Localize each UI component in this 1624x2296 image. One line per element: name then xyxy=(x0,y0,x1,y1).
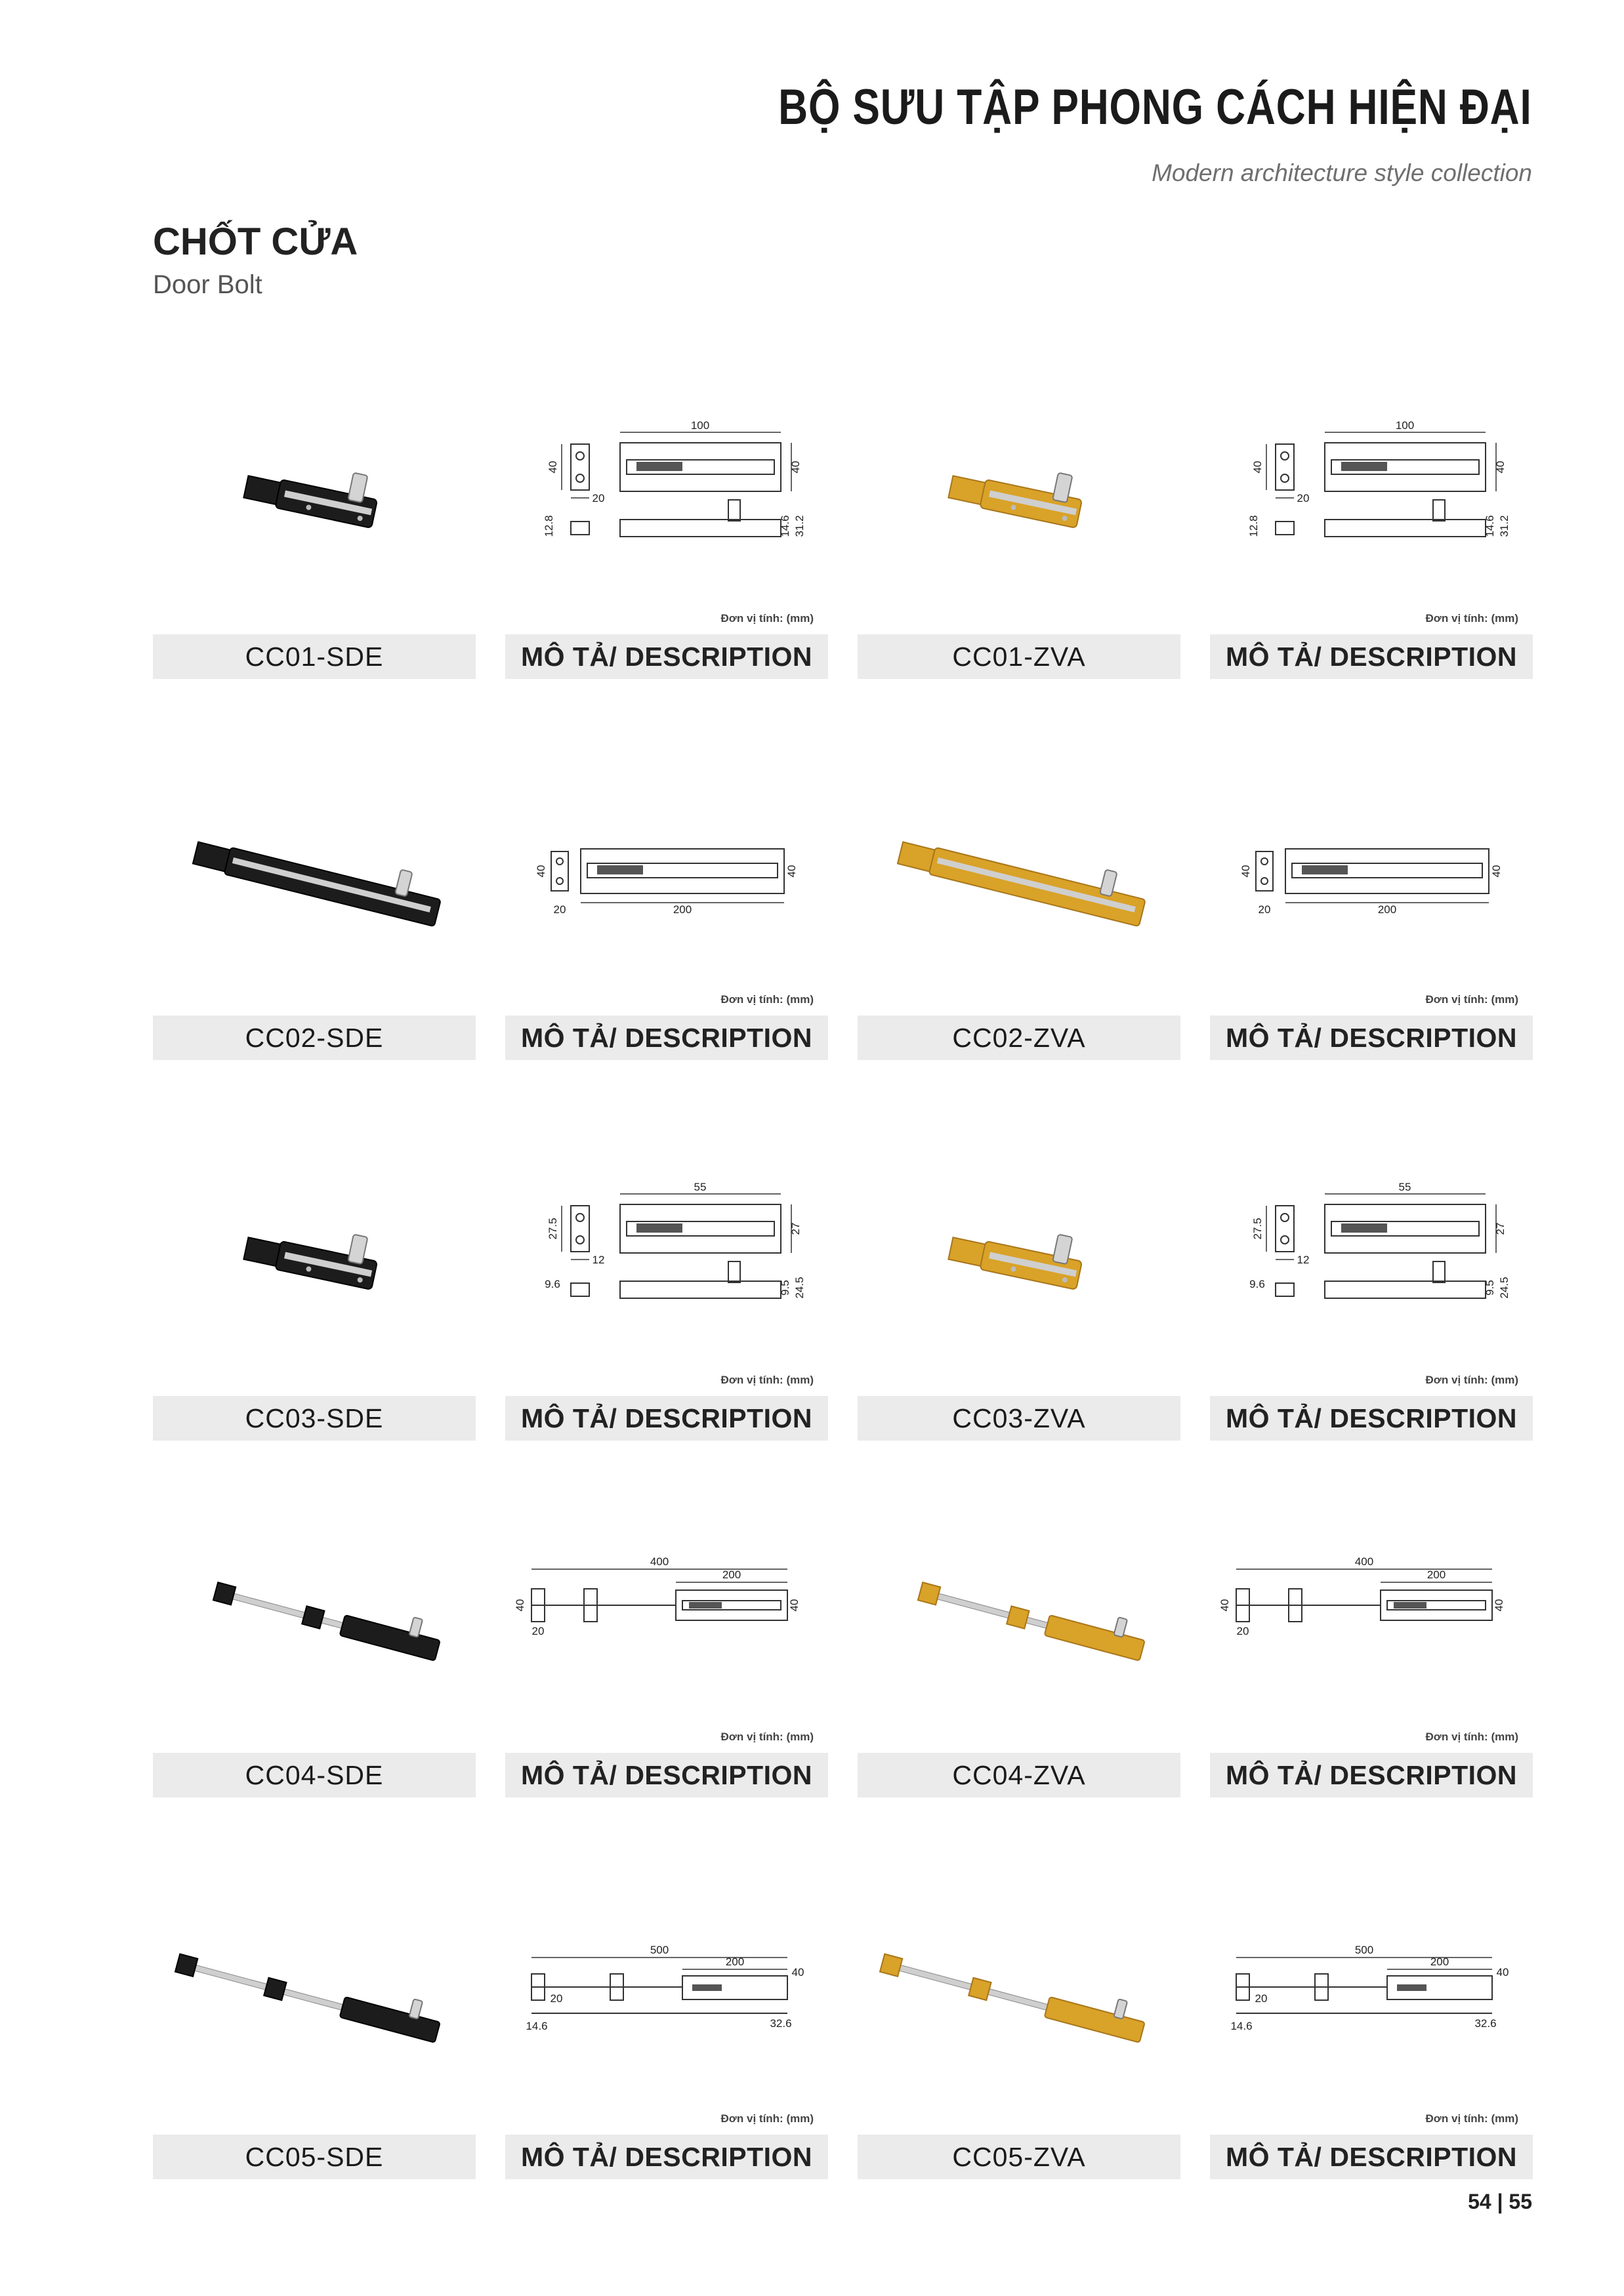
drawing-cell xyxy=(1210,1892,1533,2108)
dimension-label: 40 xyxy=(1251,461,1264,474)
product-photo-gold xyxy=(858,1510,1180,1727)
product-code-sde: CC05-SDE xyxy=(153,2135,476,2179)
unit-note: Đơn vị tính: (mm) xyxy=(1425,2112,1518,2125)
product-code-zva: CC05-ZVA xyxy=(858,2135,1180,2179)
dimension-label: 31.2 xyxy=(1498,515,1510,537)
dimension-label: 14.6 xyxy=(1230,2020,1253,2032)
unit-note: Đơn vị tính: (mm) xyxy=(720,2112,814,2125)
dimension-label: 20 xyxy=(1236,1625,1249,1637)
technical-drawing xyxy=(1210,1510,1533,1727)
product-code-sde: CC04-SDE xyxy=(153,1753,476,1797)
product-photo-gold xyxy=(858,392,1180,608)
product-photo-black xyxy=(153,1510,476,1727)
dimension-label: 32.6 xyxy=(770,2017,792,2030)
technical-drawing xyxy=(505,1892,828,2108)
dimension-label: 200 xyxy=(725,1956,745,1968)
dimension-label: 20 xyxy=(592,492,605,504)
product-code-zva: CC03-ZVA xyxy=(858,1396,1180,1441)
drawing-cell xyxy=(1210,1510,1533,1727)
drawing-cell xyxy=(1210,773,1533,989)
dimension-label: 40 xyxy=(1496,1966,1509,1978)
section-subtitle: Door Bolt xyxy=(153,270,262,299)
dimension-label: 500 xyxy=(650,1944,669,1956)
unit-note: Đơn vị tính: (mm) xyxy=(720,1374,814,1386)
dimension-label: 40 xyxy=(785,865,798,878)
description-label: MÔ TẢ/ DESCRIPTION xyxy=(1210,634,1533,679)
product-image-cell xyxy=(858,392,1180,608)
dimension-label: 400 xyxy=(650,1555,669,1568)
product-code-zva: CC04-ZVA xyxy=(858,1753,1180,1797)
drawing-cell xyxy=(505,1153,828,1370)
dimension-label: 20 xyxy=(1258,903,1271,916)
description-label: MÔ TẢ/ DESCRIPTION xyxy=(505,1753,828,1797)
dimension-label: 9.6 xyxy=(1249,1278,1265,1290)
product-photo-black xyxy=(153,1153,476,1370)
description-label: MÔ TẢ/ DESCRIPTION xyxy=(505,634,828,679)
dimension-label: 40 xyxy=(535,865,547,878)
dimension-label: 40 xyxy=(514,1599,526,1612)
dimension-label: 40 xyxy=(1490,865,1503,878)
description-label: MÔ TẢ/ DESCRIPTION xyxy=(1210,2135,1533,2179)
technical-drawing xyxy=(1210,773,1533,989)
description-label: MÔ TẢ/ DESCRIPTION xyxy=(505,2135,828,2179)
unit-note: Đơn vị tính: (mm) xyxy=(720,1731,814,1743)
dimension-label: 40 xyxy=(1493,1599,1505,1612)
dimension-label: 40 xyxy=(1218,1599,1231,1612)
dimension-label: 20 xyxy=(553,903,566,916)
dimension-label: 20 xyxy=(531,1625,545,1637)
page-header-subtitle: Modern architecture style collection xyxy=(1152,159,1532,186)
product-image-cell xyxy=(858,773,1180,989)
dimension-label: 40 xyxy=(788,1599,801,1612)
product-code-sde: CC01-SDE xyxy=(153,634,476,679)
product-image-cell xyxy=(858,1153,1180,1370)
drawing-cell xyxy=(505,392,828,608)
dimension-label: 12 xyxy=(1297,1254,1310,1266)
product-photo-gold xyxy=(858,1892,1180,2108)
drawing-cell xyxy=(1210,392,1533,608)
technical-drawing xyxy=(505,392,828,608)
dimension-label: 200 xyxy=(673,903,692,916)
product-image-cell xyxy=(858,1510,1180,1727)
product-image-cell xyxy=(153,1153,476,1370)
dimension-label: 12 xyxy=(592,1254,605,1266)
dimension-label: 14.6 xyxy=(526,2020,548,2032)
dimension-label: 200 xyxy=(1426,1568,1446,1581)
product-image-cell xyxy=(858,1892,1180,2108)
technical-drawing xyxy=(505,1153,828,1370)
technical-drawing xyxy=(505,773,828,989)
dimension-label: 40 xyxy=(789,461,802,474)
description-label: MÔ TẢ/ DESCRIPTION xyxy=(1210,1396,1533,1441)
dimension-label: 20 xyxy=(550,1992,563,2005)
dimension-label: 40 xyxy=(791,1966,804,1978)
dimension-label: 27 xyxy=(789,1222,802,1235)
dimension-label: 9.5 xyxy=(779,1280,791,1296)
dimension-label: 24.5 xyxy=(793,1277,806,1299)
dimension-label: 14.6 xyxy=(779,515,791,537)
product-photo-black xyxy=(153,773,476,989)
page-header-title: BỘ SƯU TẬP PHONG CÁCH HIỆN ĐẠI xyxy=(778,79,1532,135)
dimension-label: 9.6 xyxy=(545,1278,560,1290)
description-label: MÔ TẢ/ DESCRIPTION xyxy=(505,1015,828,1060)
dimension-label: 400 xyxy=(1354,1555,1374,1568)
product-code-zva: CC02-ZVA xyxy=(858,1015,1180,1060)
product-image-cell xyxy=(153,392,476,608)
dimension-label: 200 xyxy=(1377,903,1397,916)
dimension-label: 40 xyxy=(1494,461,1507,474)
product-code-sde: CC02-SDE xyxy=(153,1015,476,1060)
description-label: MÔ TẢ/ DESCRIPTION xyxy=(1210,1015,1533,1060)
dimension-label: 12.8 xyxy=(543,515,555,537)
dimension-label: 55 xyxy=(694,1181,707,1193)
drawing-cell xyxy=(1210,1153,1533,1370)
technical-drawing xyxy=(1210,1892,1533,2108)
product-image-cell xyxy=(153,1892,476,2108)
dimension-label: 9.5 xyxy=(1484,1280,1496,1296)
unit-note: Đơn vị tính: (mm) xyxy=(1425,612,1518,625)
drawing-cell xyxy=(505,1510,828,1727)
dimension-label: 24.5 xyxy=(1498,1277,1510,1299)
product-image-cell xyxy=(153,773,476,989)
unit-note: Đơn vị tính: (mm) xyxy=(1425,1374,1518,1386)
dimension-label: 55 xyxy=(1398,1181,1411,1193)
unit-note: Đơn vị tính: (mm) xyxy=(1425,1731,1518,1743)
dimension-label: 200 xyxy=(1430,1956,1449,1968)
technical-drawing xyxy=(1210,392,1533,608)
description-label: MÔ TẢ/ DESCRIPTION xyxy=(1210,1753,1533,1797)
drawing-cell xyxy=(505,1892,828,2108)
dimension-label: 200 xyxy=(722,1568,741,1581)
product-photo-gold xyxy=(858,773,1180,989)
drawing-cell xyxy=(505,773,828,989)
product-image-cell xyxy=(153,1510,476,1727)
dimension-label: 32.6 xyxy=(1474,2017,1497,2030)
dimension-label: 500 xyxy=(1354,1944,1374,1956)
dimension-label: 27.5 xyxy=(1251,1218,1264,1240)
product-photo-black xyxy=(153,1892,476,2108)
dimension-label: 14.6 xyxy=(1484,515,1496,537)
dimension-label: 27.5 xyxy=(547,1218,559,1240)
technical-drawing xyxy=(1210,1153,1533,1370)
product-photo-gold xyxy=(858,1153,1180,1370)
dimension-label: 100 xyxy=(690,419,710,432)
product-code-sde: CC03-SDE xyxy=(153,1396,476,1441)
dimension-label: 40 xyxy=(1239,865,1252,878)
page-number: 54 | 55 xyxy=(1468,2190,1532,2213)
product-photo-black xyxy=(153,392,476,608)
unit-note: Đơn vị tính: (mm) xyxy=(1425,993,1518,1006)
dimension-label: 27 xyxy=(1494,1222,1507,1235)
dimension-label: 20 xyxy=(1255,1992,1268,2005)
product-code-zva: CC01-ZVA xyxy=(858,634,1180,679)
section-title: CHỐT CỬA xyxy=(153,220,358,263)
dimension-label: 100 xyxy=(1395,419,1415,432)
technical-drawing xyxy=(505,1510,828,1727)
dimension-label: 20 xyxy=(1297,492,1310,504)
unit-note: Đơn vị tính: (mm) xyxy=(720,993,814,1006)
dimension-label: 12.8 xyxy=(1247,515,1260,537)
description-label: MÔ TẢ/ DESCRIPTION xyxy=(505,1396,828,1441)
unit-note: Đơn vị tính: (mm) xyxy=(720,612,814,625)
dimension-label: 31.2 xyxy=(793,515,806,537)
dimension-label: 40 xyxy=(547,461,559,474)
